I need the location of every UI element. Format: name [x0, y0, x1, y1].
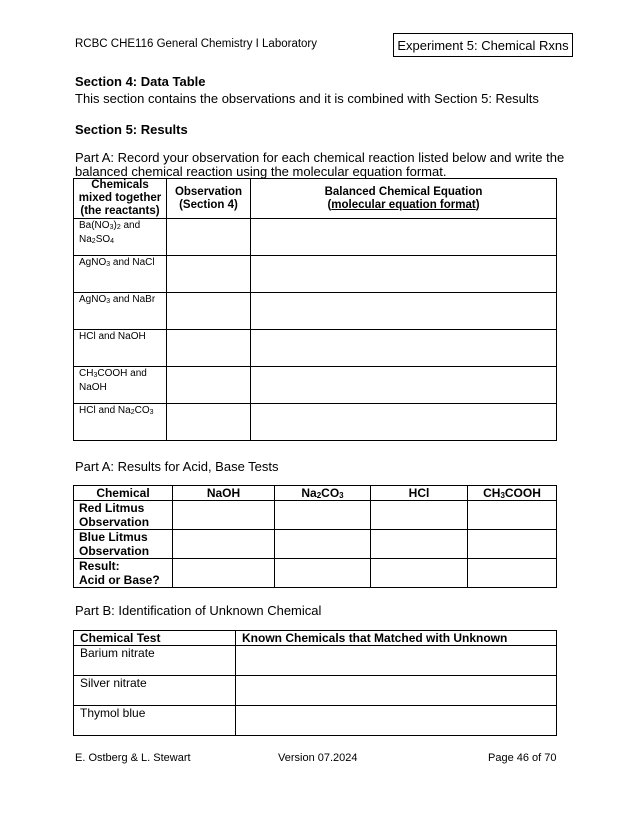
header-text: (the reactants)	[80, 205, 160, 217]
observation-input-cell[interactable]	[167, 219, 251, 256]
test-name: Silver nitrate	[74, 676, 236, 706]
section5-intro-line2: balanced chemical reaction using the molecular equation format.	[75, 164, 447, 179]
row-label: Blue Litmus Observation	[74, 530, 173, 559]
header-hcl: HCl	[371, 486, 468, 501]
table-row	[74, 293, 557, 330]
result-cell[interactable]	[468, 501, 557, 530]
experiment-title: Experiment 5: Chemical Rxns	[397, 37, 569, 53]
acid-base-table	[73, 485, 557, 588]
table-row	[74, 706, 557, 736]
section5-intro-line1: Part A: Record your observation for each chemical reaction listed below and write the	[75, 150, 565, 165]
acid-base-title: Part A: Results for Acid, Base Tests	[75, 459, 279, 474]
observation-input-cell[interactable]	[167, 293, 251, 330]
header-text: mixed together	[78, 192, 162, 204]
row-label: Result: Acid or Base?	[74, 559, 173, 588]
reactant-cell: AgNO$_3$ and NaBr	[74, 293, 167, 330]
equation-input-cell[interactable]	[251, 404, 557, 441]
result-cell[interactable]	[173, 559, 275, 588]
match-cell[interactable]	[236, 676, 557, 706]
equation-input-cell[interactable]	[251, 330, 557, 367]
test-name: Barium nitrate	[74, 646, 236, 676]
table-row	[74, 330, 557, 367]
match-cell[interactable]	[236, 706, 557, 736]
table-header-row	[74, 631, 557, 646]
header-text: (Section 4)	[179, 198, 238, 211]
equation-input-cell[interactable]	[251, 256, 557, 293]
reactant-cell: $CH_3COOH$ and NaOH	[74, 367, 167, 404]
equation-input-cell[interactable]	[251, 367, 557, 404]
header-text: Chemicals	[91, 179, 149, 191]
section5-title: Section 5: Results	[75, 122, 188, 137]
table-row	[74, 219, 557, 256]
table-row	[74, 530, 557, 559]
table-row	[74, 256, 557, 293]
observation-input-cell[interactable]	[167, 404, 251, 441]
reactant-cell: HCl and NaOH	[74, 330, 167, 367]
table-row	[74, 559, 557, 588]
equation-input-cell[interactable]	[251, 219, 557, 256]
header-ch3cooh: $CH_3COOH$	[468, 486, 557, 501]
result-cell[interactable]	[468, 530, 557, 559]
result-cell[interactable]	[275, 530, 371, 559]
part-b-title: Part B: Identification of Unknown Chemical	[75, 603, 322, 618]
header-text: Observation	[174, 185, 243, 198]
experiment-title-box	[393, 33, 573, 57]
reactant-cell: HCl and $Na_2CO_3$	[74, 404, 167, 441]
reaction-table	[73, 178, 557, 441]
footer-version: Version 07.2024	[278, 752, 358, 764]
course-title: RCBC CHE116 General Chemistry I Laboratory	[75, 38, 318, 50]
header-naoh: NaOH	[173, 486, 275, 501]
reactant-cell: AgNO$_3$ and NaCl	[74, 256, 167, 293]
table-row	[74, 646, 557, 676]
header-text: (molecular equation format)	[327, 198, 480, 211]
observation-input-cell[interactable]	[167, 256, 251, 293]
header-text: Balanced Chemical Equation	[324, 185, 483, 198]
section4-title: Section 4: Data Table	[75, 74, 206, 89]
result-cell[interactable]	[468, 559, 557, 588]
match-cell[interactable]	[236, 646, 557, 676]
header-test: Chemical Test	[74, 631, 236, 646]
section4-text: This section contains the observations and it is combined with Section 5: Results	[75, 91, 539, 106]
equation-input-cell[interactable]	[251, 293, 557, 330]
result-cell[interactable]	[371, 530, 468, 559]
observation-input-cell[interactable]	[167, 367, 251, 404]
result-cell[interactable]	[275, 559, 371, 588]
row-label: Red Litmus Observation	[74, 501, 173, 530]
table-row	[74, 367, 557, 404]
result-cell[interactable]	[275, 501, 371, 530]
table-header-row	[74, 179, 557, 219]
result-cell[interactable]	[371, 501, 468, 530]
result-cell[interactable]	[173, 530, 275, 559]
header-observation	[167, 179, 251, 219]
header-chemical: Chemical	[74, 486, 173, 501]
table-row	[74, 501, 557, 530]
observation-input-cell[interactable]	[167, 330, 251, 367]
reactant-cell: $Ba(NO_3)_2$ and $Na_2SO_4$	[74, 219, 167, 256]
header-known: Known Chemicals that Matched with Unknown	[236, 631, 557, 646]
table-header-row	[74, 486, 557, 501]
unknown-table	[73, 630, 557, 736]
test-name: Thymol blue	[74, 706, 236, 736]
table-row	[74, 676, 557, 706]
footer-authors: E. Ostberg & L. Stewart	[75, 752, 191, 764]
table-row	[74, 404, 557, 441]
result-cell[interactable]	[173, 501, 275, 530]
header-equation	[251, 179, 557, 219]
result-cell[interactable]	[371, 559, 468, 588]
footer-page: Page 46 of 70	[488, 752, 557, 764]
header-chemicals	[74, 179, 167, 219]
header-na2co3: $Na_2CO_3$	[275, 486, 371, 501]
